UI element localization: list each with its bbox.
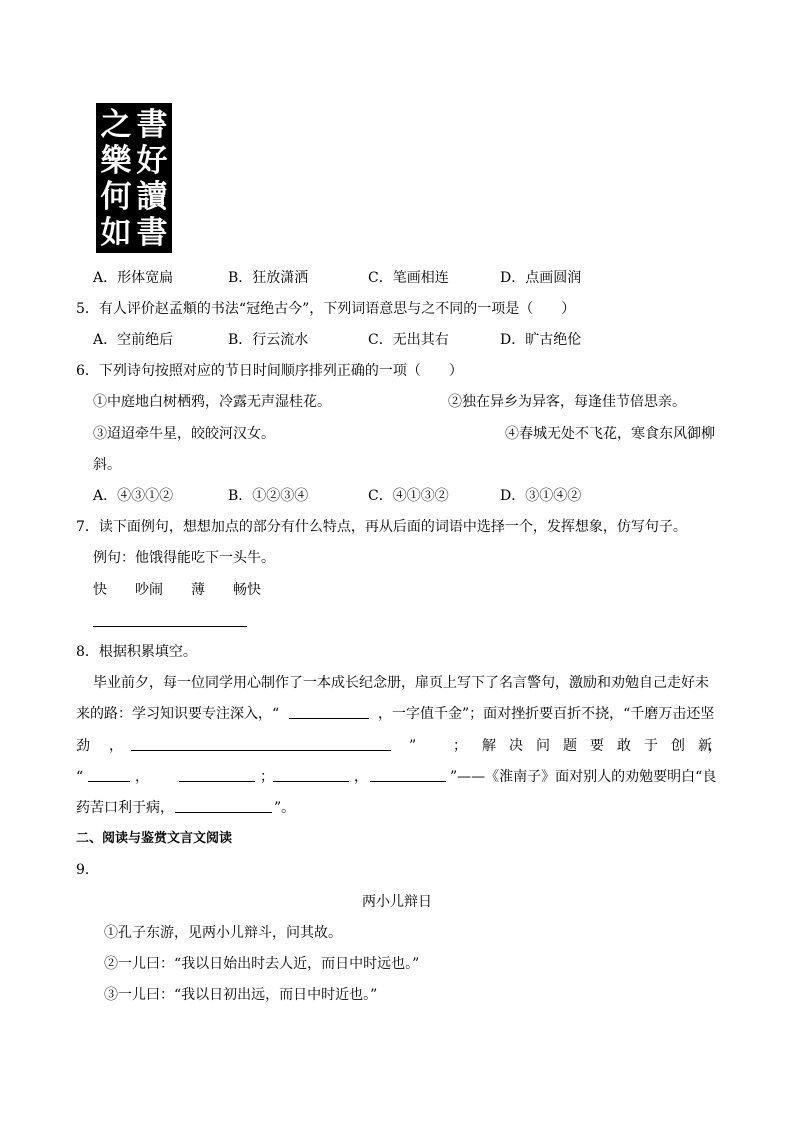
q8-char: 敢: [617, 738, 631, 754]
q6-option-d: D．③①④②: [500, 488, 582, 504]
q8-line-1: 毕业前夕，每一位同学用心制作了一本成长纪念册，扉页上写下了名言警句，激励和劝勉自己走好未: [93, 675, 709, 691]
q8-line-2a: 来的路：学习知识要专注深入，“: [76, 706, 280, 722]
q8-stem: 8．根据积累填空。: [76, 644, 197, 660]
calligraphy-left-column: [98, 107, 134, 251]
calligraphy-char: 讀: [136, 179, 168, 215]
q6-poem-4-cont: 斜。: [93, 457, 121, 473]
q8-line-4e: ”——《淮南子》面对别人的劝勉要明白“良: [450, 769, 717, 785]
q8-blank-6[interactable]: [370, 781, 446, 782]
calligraphy-char: 如: [100, 215, 132, 251]
q5-stem: 5．有人评价赵孟頫的书法“冠绝古今”，下列词语意思与之不同的一项是（ ）: [76, 301, 576, 317]
calligraphy-char: 好: [136, 143, 168, 179]
q9-paragraph-1: ①孔子东游，见两小儿辩斗，问其故。: [104, 925, 342, 941]
q8-blank-7[interactable]: [175, 812, 272, 813]
q5-option-c: C．无出其右: [368, 332, 449, 348]
q8-line-2b: ，一字值千金”；面对挫折要百折不挠，“千磨万击还坚: [378, 706, 715, 722]
q8-char: 解: [482, 738, 496, 754]
q8-line-3c: ”: [409, 738, 417, 754]
q6-option-b: B．①②③④: [228, 488, 309, 504]
q8-blank-4[interactable]: [179, 781, 255, 782]
q9-paragraph-2: ②一儿曰：“我以日始出时去人近，而日中时远也。”: [104, 956, 420, 972]
q5-option-a: A．空前绝后: [93, 332, 174, 348]
q8-line-4b: ，: [135, 769, 149, 785]
q6-option-a: A．④③①②: [93, 488, 174, 504]
q8-blank-1[interactable]: [289, 718, 369, 719]
q7-word-2: 吵闹: [135, 582, 163, 598]
q8-line-4c: ；: [260, 769, 274, 785]
q7-word-3: 薄: [191, 582, 205, 598]
calligraphy-char: 書: [136, 107, 168, 143]
q8-blank-3[interactable]: [88, 781, 130, 782]
q8-char: 问: [536, 738, 550, 754]
q8-char: 于: [644, 738, 658, 754]
q8-blank-5[interactable]: [273, 781, 349, 782]
section-heading: 二、阅读与鉴赏文言文阅读: [76, 831, 233, 846]
q9-title: 两小儿辩日: [362, 894, 432, 910]
q9-paragraph-3: ③一儿曰：“我以日初出远，而日中时近也。”: [104, 987, 378, 1003]
q8-char: ，: [708, 738, 722, 754]
q4-option-d: D．点画圆润: [500, 270, 582, 286]
q8-char: 决: [509, 738, 523, 754]
q4-option-a: A．形体宽扁: [93, 270, 174, 286]
q8-char: 题: [563, 738, 577, 754]
q8-blank-2[interactable]: [131, 750, 391, 751]
q6-poem-1: ①中庭地白树栖鸦，冷露无声湿桂花。: [93, 394, 331, 410]
q9-number: 9．: [76, 862, 99, 878]
q7-stem: 7．读下面例句，想想加点的部分有什么特点，再从后面的词语中选择一个，发挥想象，仿写句子。: [76, 519, 687, 535]
q8-line-3d: ；: [453, 738, 467, 754]
q7-example: 例句：他饿得能吃下一头牛。: [93, 550, 275, 566]
q8-line-5b: ”。: [274, 800, 296, 816]
q5-option-b: B．行云流水: [228, 332, 309, 348]
q7-answer-line[interactable]: [93, 626, 247, 627]
q8-line-3b: ，: [109, 738, 123, 754]
q8-line-5a: 药苦口利于病，: [76, 800, 174, 816]
q4-option-b: B．狂放潇洒: [228, 270, 309, 286]
q6-option-c: C．④①③②: [368, 488, 449, 504]
q7-word-1: 快: [93, 582, 107, 598]
q5-option-d: D．旷古绝伦: [500, 332, 582, 348]
q7-word-4: 畅快: [233, 582, 261, 598]
q6-poem-4: ④春城无处不飞花，寒食东风御柳: [505, 426, 715, 442]
q8-char: 要: [590, 738, 604, 754]
calligraphy-right-column: [134, 107, 170, 251]
q8-char: 创: [671, 738, 685, 754]
q4-option-c: C．笔画相连: [368, 270, 449, 286]
q8-char: 新: [698, 738, 712, 754]
calligraphy-char: 之: [100, 107, 132, 143]
calligraphy-char: 樂: [100, 143, 132, 179]
calligraphy-image: [96, 103, 172, 253]
q8-line-4d: ，: [354, 769, 368, 785]
q6-stem: 6．下列诗句按照对应的节日时间顺序排列正确的一项（ ）: [76, 363, 463, 379]
q8-line-4a: “: [76, 769, 84, 785]
calligraphy-char: 書: [136, 215, 168, 251]
q8-line-3a: 劲: [76, 738, 90, 754]
calligraphy-char: 何: [100, 179, 132, 215]
q6-poem-2: ②独在异乡为异客，每逢佳节倍思亲。: [448, 394, 686, 410]
q6-poem-3: ③迢迢牵牛星，皎皎河汉女。: [93, 426, 275, 442]
